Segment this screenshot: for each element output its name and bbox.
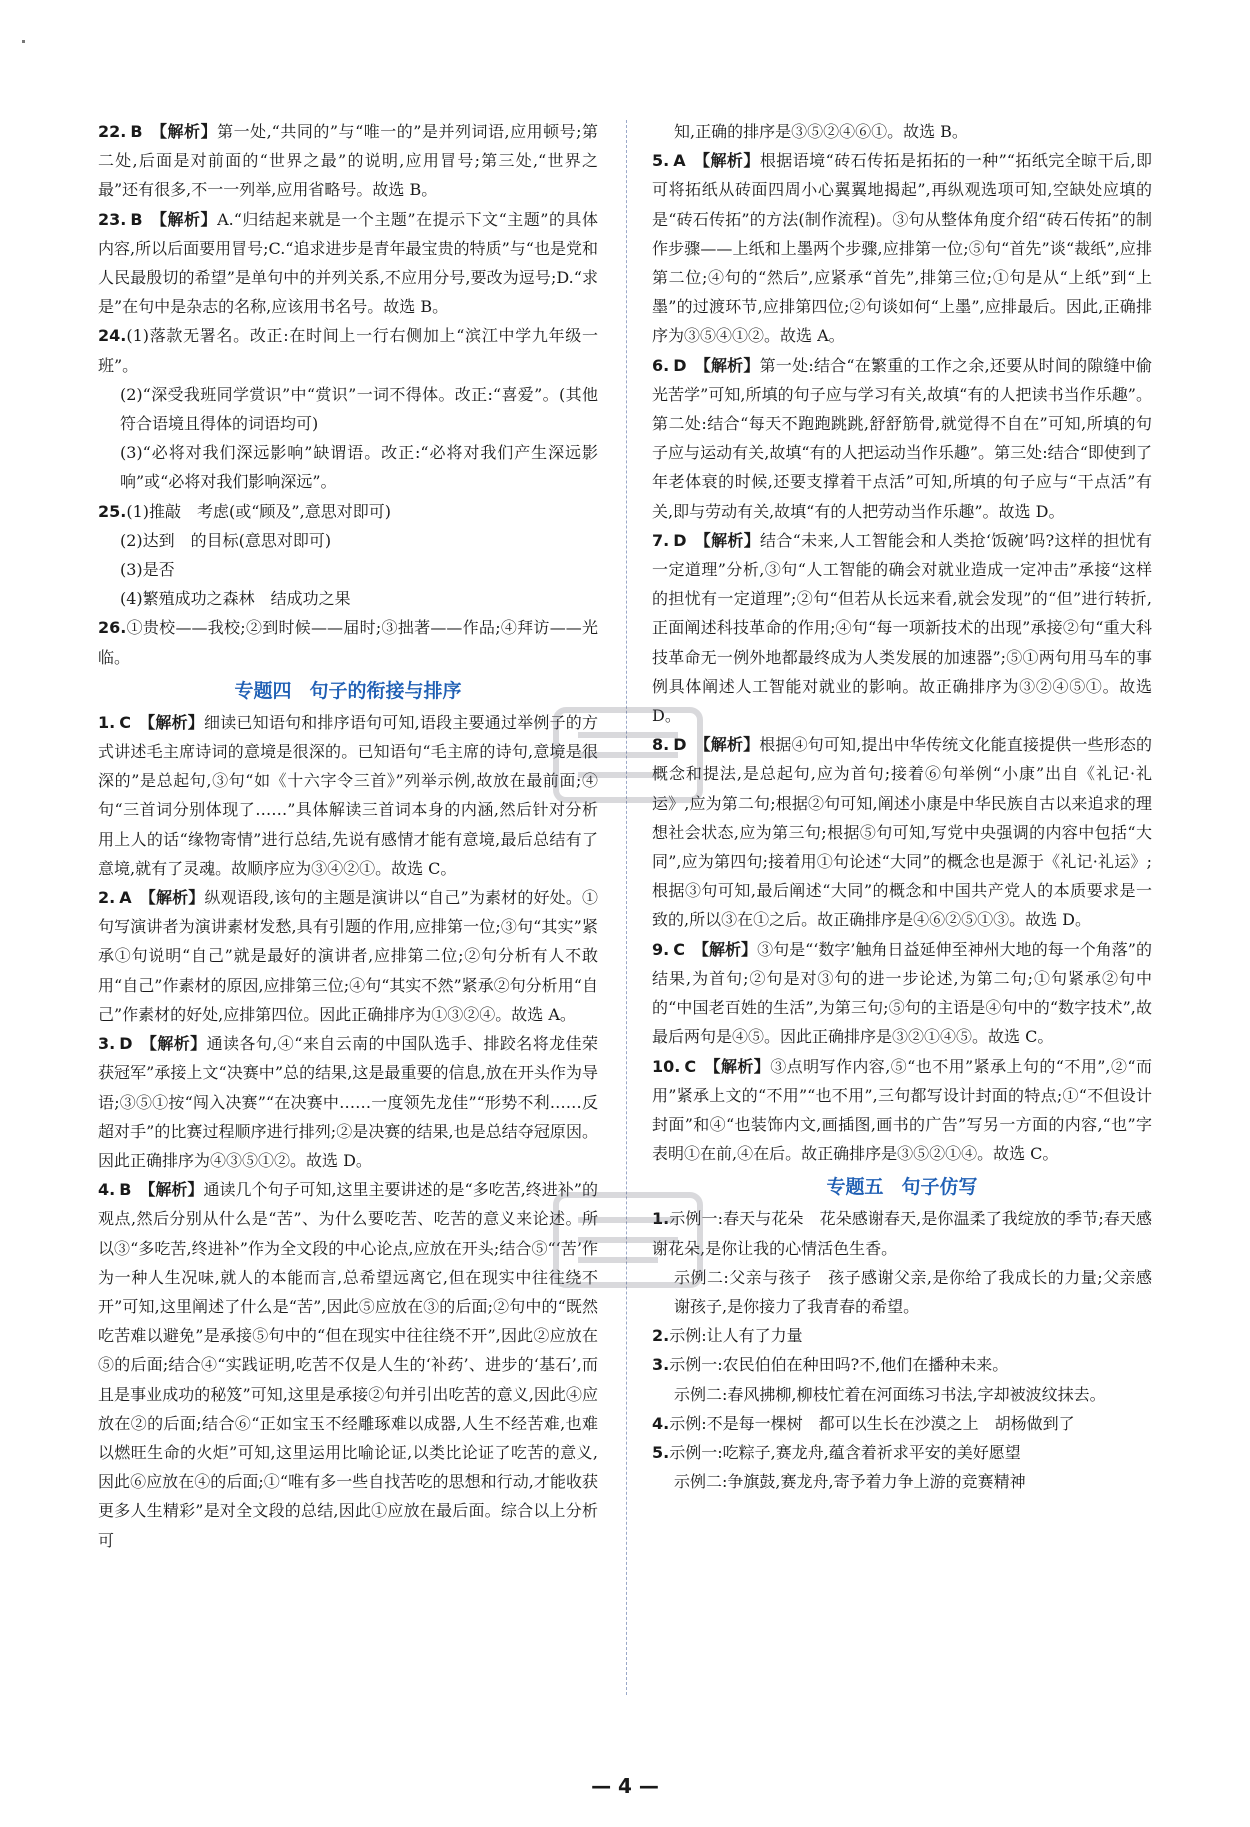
analysis-tag: 【解析】 [140,1034,207,1054]
answer-choice: A [119,888,132,908]
answer-line: 示例一:春天与花朵 花朵感谢春天,是你温柔了我绽放的季节;春天感谢花朵,是你让我的心情活色生香。 [652,1209,1152,1258]
topic-5-answer-1 [652,1204,1152,1262]
answer-choice: A [673,151,686,171]
answer-24-line-2: (2)“深受我班同学赏识”中“赏识”一词不得体。改正:“喜爱”。(其他符合语境且得体的词语均可) [120,384,598,434]
question-number: 2. [98,888,116,908]
answer-choice: C [673,939,685,959]
question-number: 25. [98,501,127,521]
answer-25-line-4: (4)繁殖成功之森林 结成功之果 [120,589,351,609]
topic-5-name: 句子仿写 [901,1176,978,1199]
answer-25-line-3: (3)是否 [120,560,175,580]
analysis-text: 第一处,“共同的”与“唯一的”是并列词语,应用顿号;第二处,后面是对前面的“世界之最”的说明,应用冒号;第三处,“世界之最”还有很多,不一一列举,应用省略号。故选 B。 [98,122,598,200]
analysis-text: 结合“未来,人工智能会和人类抢‘饭碗’吗?这样的担忧有一定道理”分析,③句“人工智能的确会对就业造成一定冲击”承接“这样的担忧有一定道理”;②句“但若从长远来看,就会发现”的“但”进行转折,正面阐述科技革命的作用;④句“每一项新技术的出现”承接②句“重大科技革命无一例外地都最终成为人类发展的加速器”;⑤①两句用马车的事例具体阐述人工智能对就业的影响。故正确排序为③②④⑤①。故选 D。 [652,530,1152,726]
analysis-text: 根据语境“砖石传拓是拓拓的一种”“拓纸完全晾干后,即可将拓纸从砖面四周小心翼翼地揭起”,再纵观选项可知,空缺处应填的是“砖石传拓”的方法(制作流程)。③句从整体角度介绍“砖石传拓”的制作步骤——上纸和上墨两个步骤,应排第一位;⑤句“首先”谈“裁纸”,应排第二位;④句的“然后”,应紧承“首先”,排第三位;①句是从“上纸”到“上墨”的过渡环节,应排第四位;②句谈如何“上墨”,应排最后。因此,正确排序为③⑤④①②。故选 A。 [652,151,1152,346]
topic-4-heading [98,676,598,706]
analysis-text: 纵观语段,该句的主题是演讲以“自己”为素材的好处。①句写演讲者为演讲素材发愁,具有引题的作用,应排第一位;③句“其实”紧承①句说明“自己”就是最好的演讲者,应排第二位;②句分析有人不敢用“自己”作素材的原因,应排第三位;④句“其实不然”紧承②句分析用“自己”作素材的好处,应排第四位。因此正确排序为①③②④。故选 A。 [98,888,598,1024]
question-number: 1. [98,712,116,732]
column-divider [626,120,627,1695]
question-number: 5. [652,1442,670,1462]
analysis-text: 第一处:结合“在繁重的工作之余,还要从时间的隙缝中偷光苦学”可知,所填的句子应与学习有关,故填“有的人把读书当作乐趣”。第二处:结合“每天不跑跑跳跳,舒舒筋骨,就觉得不自在”可知,所填的句子应与运动有关,故填“有的人把运动当作乐趣”。第三处:结合“即使到了年老体衰的时候,还要支撑着干点活”可知,所填的句子应与“干点活”有关,即与劳动有关,故填“有的人把劳动当作乐趣”。故选 D。 [652,355,1152,521]
answer-line: 示例一:农民伯伯在种田吗?不,他们在播种未来。 [669,1355,1009,1375]
topic-5-answer-5-line-2: 示例二:争旗鼓,赛龙舟,寄予着力争上游的竞赛精神 [674,1472,1026,1492]
topic-4-label: 专题四 [234,679,292,702]
topic-4-answer-2 [98,883,598,1029]
topic-4-answer-3 [98,1029,598,1175]
topic-5-answer-3 [652,1350,1152,1379]
question-number: 7. [652,530,670,550]
answer-choice: D [119,1034,133,1054]
analysis-tag: 【解析】 [138,712,204,732]
answer-choice: B [130,122,143,141]
answer-26 [98,613,598,671]
analysis-text: 通读各句,④“来自云南的中国队选手、排跤名将龙佳荣获冠军”承接上文“决赛中”总的结果,这是最重要的信息,放在开头作为导语;③⑤①按“闯入决赛”“在决赛中……一度领先龙佳”“形势不利……反超对手”的比赛过程顺序进行排列;②是决赛的结果,也是总结夺冠原因。因此正确排序为④③⑤①②。故选 D。 [98,1034,598,1170]
question-number: 6. [652,355,670,375]
topic-4-answer-5 [652,146,1152,350]
topic-5-answer-4 [652,1409,1152,1438]
topic-4-answer-1 [98,708,598,883]
question-number: 4. [98,1180,116,1200]
topic-4-answer-6 [652,351,1152,526]
analysis-tag: 【解析】 [139,888,205,908]
topic-5-answer-2 [652,1321,1152,1350]
analysis-tag: 【解析】 [694,355,760,375]
topic-4-answer-4 [98,1175,598,1555]
topic-4-answer-8 [652,730,1152,934]
topic-5-heading [652,1172,1152,1202]
topic-4-answer-7 [652,526,1152,730]
answer-choice: B [119,1180,132,1200]
question-number: 2. [652,1326,670,1346]
answer-22 [98,117,598,205]
question-number: 24. [98,326,127,346]
answer-choice: D [673,530,687,550]
answer-text: 示例:让人有了力量 [669,1326,803,1346]
right-column [652,117,1152,1496]
answer-24-line-3: (3)“必将对我们深远影响”缺谓语。改正:“必将对我们产生深远影响”或“必将对我们影响深远”。 [120,443,598,492]
analysis-text: A.“归结起来就是一个主题”在提示下文“主题”的具体内容,所以后面要用冒号;C.“追求进步是青年最宝贵的特质”与“也是党和人民最殷切的希望”是单句中的并列关系,不应用分号,要改为逗号;D.“求是”在句中是杂志的名称,应该用书名号。故选 B。 [98,209,598,317]
answer-choice: D [673,355,687,375]
answer-line: 示例一:吃粽子,赛龙舟,蕴含着祈求平安的美好愿望 [669,1442,1021,1462]
topic-4-answer-10 [652,1052,1152,1169]
topic-5-label: 专题五 [826,1176,884,1199]
analysis-tag: 【解析】 [150,122,218,141]
question-number: 5. [652,151,670,171]
question-number: 1. [652,1209,670,1229]
topic-4-answer-9 [652,935,1152,1052]
analysis-text: ③点明写作内容,⑤“也不用”紧承上句的“不用”,②“而用”紧承上文的“不用”“也不用”,三句都写设计封面的特点;①“不但设计封面”和④“也装饰内文,画插图,画书的广告”写另一方面的内容,“也”字表明①在前,④在后。故正确排序是③⑤②①④。故选 C。 [652,1056,1152,1164]
answer-choice: C [684,1056,697,1076]
answer-line: (1)推敲 考虑(或“顾及”,意思对即可) [126,501,391,521]
answer-text: 示例:不是每一棵树 都可以生长在沙漠之上 胡杨做到了 [669,1413,1075,1433]
question-number: 22. [98,122,127,141]
question-number: 23. [98,209,127,229]
answer-choice: C [119,712,131,732]
analysis-text: 细读已知语句和排序语句可知,语段主要通过举例子的方式讲述毛主席诗词的意境是很深的。已知语句“毛主席的诗句,意境是很深的”是总起句,③句“如《十六字令三首》”列举示例,故放在最前面;④句“三首词分别体现了……”具体解读三首词本身的内涵,然后针对分析用上人的话“缘物寄情”进行总结,先说有感情才能有意境,最后总结有了意境,就有了灵魂。故顺序应为③④②①。故选 C。 [98,712,598,878]
analysis-tag: 【解析】 [693,151,760,171]
topic-5-answer-5 [652,1438,1152,1467]
watermark-logo-bottom [548,1175,708,1305]
topic-4-name: 句子的衔接与排序 [309,679,462,702]
analysis-tag: 【解析】 [692,939,758,959]
question-number: 4. [652,1413,670,1433]
analysis-text: 根据④句可知,提出中华传统文化能直接提供一些形态的概念和提法,是总起句,应为首句;接着⑥句举例“小康”出自《礼记·礼运》,应为第二句;根据②句可知,阐述小康是中华民族自古以来追求的理想社会状态,应为第三句;根据⑤句可知,写党中央强调的内容中包括“大同”,应为第四句;接着用①句论述“大同”的概念也是源于《礼记·礼运》;根据③句可知,最后阐述“大同”的概念和中国共产党人的本质要求是一致的,所以③在①之后。故正确排序是④⑥②⑤①③。故选 D。 [652,735,1152,930]
topic-5-answer-3-line-2: 示例二:春风拂柳,柳枝忙着在河面练习书法,字却被波纹抹去。 [674,1384,1106,1404]
answer-choice: B [130,209,143,229]
question-number: 10. [652,1056,681,1076]
question-number: 3. [652,1355,670,1375]
left-column [98,117,598,1555]
corner-mark [22,40,25,43]
analysis-tag: 【解析】 [704,1056,771,1076]
analysis-text: 通读几个句子可知,这里主要讲述的是“多吃苦,终进补”的观点,然后分别从什么是“苦”、为什么要吃苦、吃苦的意义来论述。所以③“多吃苦,终进补”作为全文段的中心论点,应放在开头;结合⑤“‘苦’作为一种人生况味,就人的本能而言,总希望远离它,但在现实中往往绕不开”可知,这里阐述了什么是“苦”,因此⑤应放在③的后面;②句中的“既然吃苦难以避免”是承接⑤句中的“但在现实中往往绕不开”,因此②应放在⑤的后面;结合④“实践证明,吃苦不仅是人生的‘补药’、进步的‘基石’,而且是事业成功的秘笈”可知,这里是承接②句并引出吃苦的意义,因此④应放在②的后面;结合⑥“正如宝玉不经雕琢难以成器,人生不经苦难,也难以燃旺生命的火炬”可知,这里运用比喻论证,以类比论证了吃苦的意义,因此⑥应放在④的后面;①“唯有多一些自找苦吃的思想和行动,才能收获更多人生精彩”是对全文段的总结,因此①应放在最后面。综合以上分析可 [98,1180,598,1550]
question-number: 3. [98,1034,116,1054]
analysis-tag: 【解析】 [694,735,760,755]
answer-25 [98,497,598,526]
analysis-tag: 【解析】 [150,209,218,229]
answer-25-line-2: (2)达到 的目标(意思对即可) [120,530,332,550]
answer-line: (1)落款无署名。改正:在时间上一行右侧加上“滨江中学九年级一班”。 [98,326,598,375]
page-number: — 4 — [591,1774,659,1798]
topic-4-answer-4-continued: 知,正确的排序是③⑤②④⑥①。故选 B。 [674,122,968,141]
analysis-tag: 【解析】 [139,1180,204,1200]
watermark-logo-top [548,690,708,820]
answer-text: ①贵校——我校;②到时候——届时;③拙著——作品;④拜访——光临。 [98,618,598,667]
analysis-tag: 【解析】 [694,530,761,550]
question-number: 8. [652,735,670,755]
analysis-text: ③句是“‘数字’触角日益延伸至神州大地的每一个角落”的结果,为首句;②句是对③句的进一步论述,为第二句;①句紧承②句中的“中国老百姓的生活”,为第三句;⑤句的主语是④句中的“数字技术”,故最后两句是④⑤。因此正确排序是③②①④⑤。故选 C。 [652,939,1152,1047]
answer-24 [98,321,598,379]
question-number: 26. [98,618,127,638]
answer-choice: D [673,735,687,755]
question-number: 9. [652,939,670,959]
topic-5-answer-1-line-2: 示例二:父亲与孩子 孩子感谢父亲,是你给了我成长的力量;父亲感谢孩子,是你接力了我青春的希望。 [674,1267,1152,1316]
answer-23 [98,205,598,322]
